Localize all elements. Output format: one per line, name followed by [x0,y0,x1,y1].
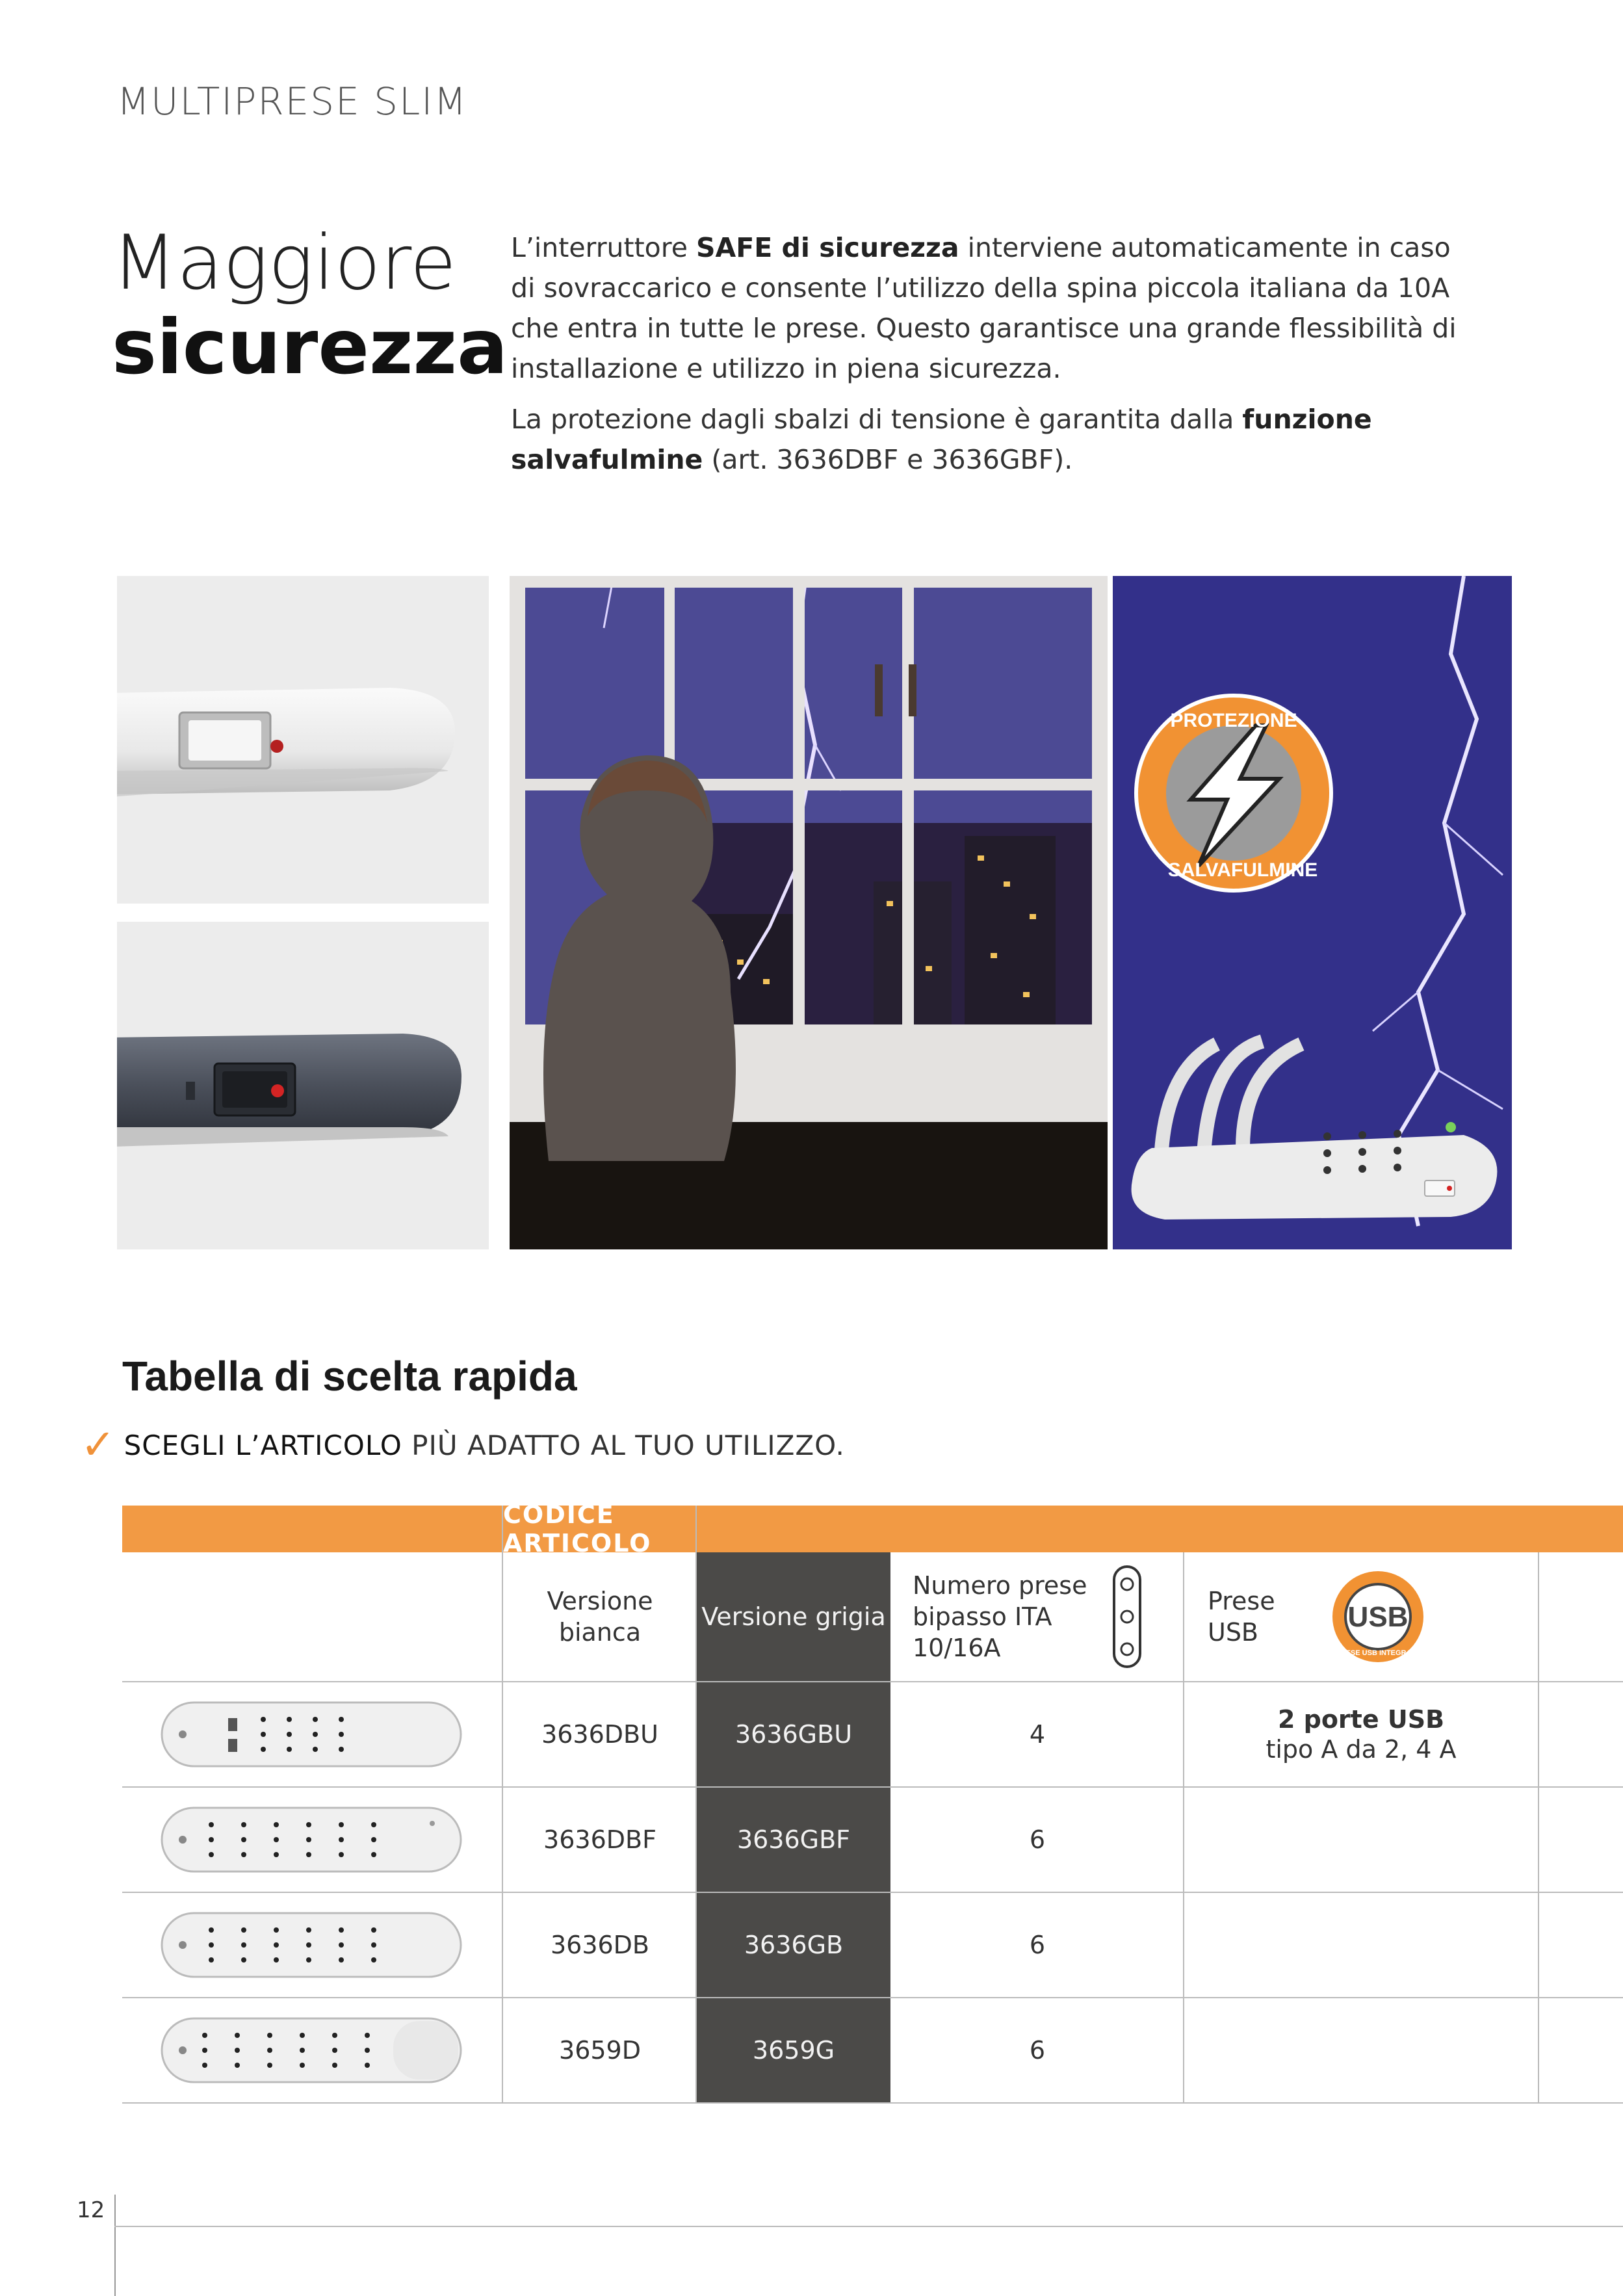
page-divider-vertical [114,2195,116,2296]
code-grey: 3636GB [697,1893,890,1997]
photo-white-switch [117,576,489,904]
table-row [122,1893,1623,1998]
headline [112,221,508,390]
table-subtitle: ✓ SCEGLI L’ARTICOLO PIÙ ADATTO AL TUO UTILIZZO. [81,1421,845,1469]
bipass-count: 6 [1029,2036,1046,2065]
product-thumbnail-surge [122,1788,502,1892]
table-title: Tabella di scelta rapida [122,1353,577,1400]
headline-light: Maggiore [112,219,457,307]
table-row [122,1998,1623,2104]
product-thumbnail-standard [122,1893,502,1997]
photo-grey-switch [117,922,489,1249]
product-thumbnail-usb [122,1682,502,1786]
photo-window-lightning [510,576,1108,1249]
usb-ports [1184,1893,1538,1997]
usb-ports [1184,1682,1538,1786]
col-header-grey: Versione grigia [697,1552,890,1681]
usb-ports [1184,1998,1538,2102]
code-white: 3636DB [550,1931,650,1959]
badge-bottom-text: SALVAFULMINE [1167,859,1318,881]
codice-articolo-header: CODICE ARTICOLO [503,1500,652,1558]
page-number: 12 [77,2197,105,2223]
surge-protection-badge [1136,696,1331,891]
product-thumbnail-basic [122,1998,502,2102]
intro-paragraph-1: L’interruttore SAFE di sicurezza interviene automaticamente in caso di sovraccarico e consente l’utilizzo della spina piccola italiana da 10A che entra in tutte le prese. Questo garantisce una grande flessibilità di installazione e utilizzo in piena sicurezza. [511,232,1457,384]
svg-text:USB: USB [1347,1601,1409,1633]
intro-text [511,228,1460,490]
bipass-count: 4 [1029,1720,1046,1749]
code-white: 3636DBU [541,1720,658,1749]
code-grey: 3636GBU [697,1682,890,1786]
badge-top-text: PROTEZIONE [1170,710,1297,731]
col-header-bipass: Numero prese bipasso ITA 10/16A [913,1571,1087,1662]
table-row [122,1682,1623,1788]
headline-bold: sicurezza [112,304,508,391]
photo-surge-protection [1113,576,1512,1249]
usb-ports-detail: tipo A da 2, 4 A [1266,1735,1457,1764]
section-label: MULTIPRESE SLIM [117,79,468,124]
code-grey: 3659G [697,1998,890,2102]
col-header-white: Versione bianca [547,1587,653,1647]
table-header-row [122,1552,1623,1682]
selection-table [122,1500,1623,2104]
code-grey: 3636GBF [697,1788,890,1892]
table-orange-header [122,1500,1623,1558]
page-divider-horizontal [114,2226,1623,2227]
bipass-socket-icon [1108,1552,1147,1681]
bipass-count: 6 [1029,1931,1046,1959]
checkmark-icon: ✓ [81,1421,116,1469]
usb-ports-count: 2 porte USB [1277,1705,1445,1734]
code-white: 3636DBF [543,1825,656,1854]
bipass-count: 6 [1029,1825,1046,1854]
usb-ports [1184,1788,1538,1892]
usb-logo-icon [1319,1552,1436,1681]
col-header-usb: Prese USB [1208,1587,1275,1647]
code-white: 3659D [559,2036,641,2065]
table-row [122,1788,1623,1893]
intro-paragraph-2: La protezione dagli sbalzi di tensione è garantita dalla funzione salvafulmine (art. 3636DBF e 3636GBF). [511,404,1372,475]
svg-text:PRESE USB INTEGRATE: PRESE USB INTEGRATE [1336,1649,1420,1657]
